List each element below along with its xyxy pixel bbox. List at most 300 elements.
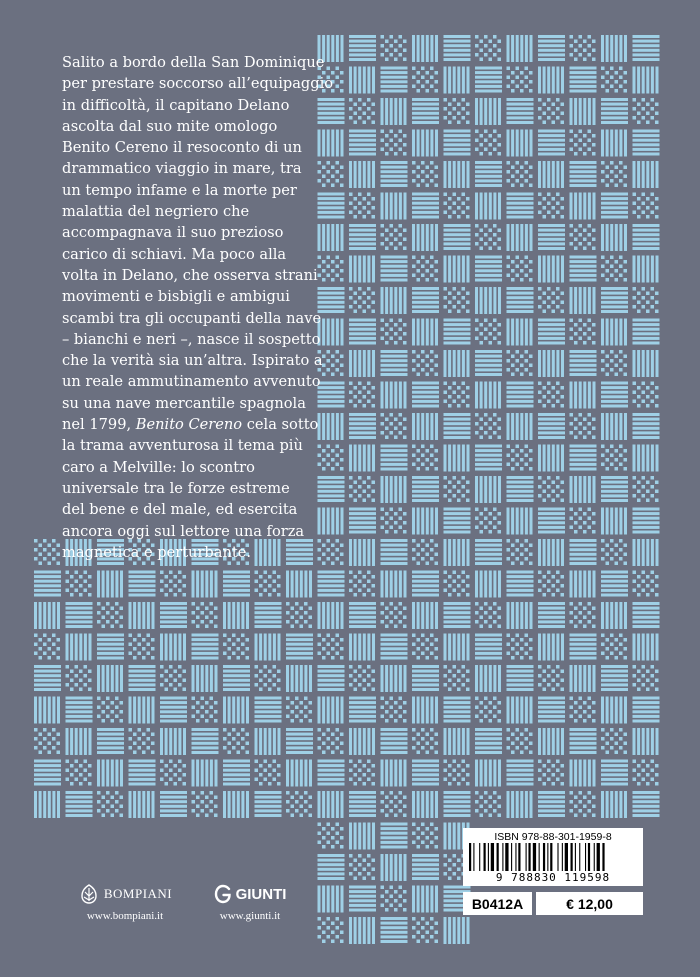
pattern-tile	[601, 67, 627, 93]
pattern-tile	[192, 791, 218, 817]
pattern-tile	[381, 791, 407, 817]
pattern-tile	[475, 413, 501, 439]
pattern-tile	[444, 476, 470, 502]
pattern-tile	[633, 665, 659, 691]
pattern-tile	[412, 571, 439, 597]
pattern-tile	[349, 602, 376, 628]
pattern-tile	[286, 791, 312, 817]
pattern-tile	[444, 193, 470, 219]
pattern-tile	[349, 193, 375, 219]
synopsis-line	[62, 435, 324, 456]
synopsis-line	[62, 244, 324, 265]
synopsis-run: – bianchi e neri –, nasce il sospetto	[62, 330, 321, 348]
pattern-tile	[412, 539, 438, 565]
pattern-tile	[538, 35, 565, 61]
pattern-tile	[475, 697, 501, 723]
pattern-tile	[507, 287, 534, 313]
pattern-tile	[444, 35, 471, 61]
pattern-tile	[633, 476, 659, 502]
pattern-tile	[601, 791, 627, 818]
pattern-tile	[570, 67, 597, 93]
pattern-tile	[318, 728, 344, 754]
pattern-tile	[538, 508, 565, 534]
bompiani-name: BOMPIANI	[103, 886, 173, 901]
pattern-tile	[255, 602, 282, 628]
pattern-tile	[475, 571, 501, 598]
pattern-tile	[507, 539, 533, 565]
pattern-tile	[412, 445, 438, 471]
synopsis-line	[62, 52, 324, 73]
pattern-tile	[444, 130, 471, 156]
pattern-tile	[349, 854, 375, 880]
product-code: B0412A	[463, 892, 532, 915]
pattern-tile	[66, 634, 92, 661]
pattern-tile	[318, 571, 345, 597]
pattern-tile	[349, 445, 375, 472]
pattern-tile	[633, 256, 659, 283]
synopsis-line	[62, 265, 324, 286]
pattern-tile	[192, 697, 218, 723]
pattern-tile	[444, 224, 471, 250]
pattern-tile	[601, 224, 627, 251]
pattern-tile	[570, 193, 596, 220]
pattern-tile	[223, 665, 250, 691]
pattern-tile	[633, 193, 659, 219]
synopsis-line	[62, 116, 324, 137]
pattern-tile	[601, 728, 627, 754]
pattern-tile	[412, 193, 439, 219]
pattern-tile	[633, 287, 659, 313]
pattern-tile	[381, 193, 407, 220]
pattern-tile	[538, 602, 565, 628]
pattern-tile	[444, 728, 470, 755]
pattern-tile	[192, 571, 218, 598]
pattern-tile	[507, 476, 534, 502]
pattern-tile	[349, 98, 375, 124]
pattern-tile	[160, 760, 186, 786]
pattern-tile	[349, 760, 375, 786]
pattern-tile	[538, 697, 565, 723]
pattern-tile	[349, 823, 375, 850]
pattern-tile	[444, 98, 470, 124]
pattern-tile	[349, 130, 376, 156]
price-label: € 12,00	[536, 892, 643, 915]
synopsis-run: accompagnava il suo prezioso	[62, 224, 284, 242]
pattern-tile	[601, 508, 627, 535]
isbn-text: ISBN 978-88-301-1959-8	[494, 831, 612, 843]
synopsis-line	[62, 393, 324, 414]
pattern-tile	[633, 130, 660, 156]
pattern-tile	[34, 728, 60, 754]
pattern-tile	[318, 823, 344, 849]
pattern-tile	[381, 445, 408, 471]
pattern-tile	[570, 571, 596, 598]
pattern-tile	[444, 539, 470, 566]
pattern-tile	[444, 350, 470, 377]
pattern-tile	[412, 35, 438, 62]
giunti-url: www.giunti.it	[219, 910, 281, 922]
pattern-tile	[97, 602, 123, 628]
pattern-tile	[381, 476, 407, 503]
pattern-tile	[349, 382, 375, 408]
synopsis-line	[62, 201, 324, 222]
pattern-tile	[381, 728, 408, 754]
pattern-tile	[507, 35, 533, 62]
pattern-tile	[66, 665, 92, 691]
pattern-tile	[475, 728, 502, 754]
pattern-tile	[381, 35, 407, 61]
pattern-tile	[444, 571, 470, 597]
pattern-tile	[538, 287, 564, 313]
pattern-tile	[412, 634, 438, 660]
synopsis-line	[62, 350, 324, 371]
pattern-tile	[286, 697, 312, 723]
bompiani-logo	[60, 878, 190, 922]
pattern-tile	[570, 382, 596, 409]
pattern-tile	[286, 728, 313, 754]
pattern-tile	[601, 193, 628, 219]
pattern-tile	[129, 665, 156, 691]
pattern-tile	[412, 697, 438, 724]
pattern-tile	[255, 791, 282, 817]
synopsis-run: nel 1799,	[62, 416, 136, 434]
pattern-tile	[255, 665, 281, 691]
pattern-tile	[444, 697, 471, 723]
pattern-tile	[412, 760, 439, 786]
pattern-tile	[381, 760, 407, 787]
pattern-tile	[507, 760, 534, 786]
pattern-tile	[349, 67, 375, 94]
pattern-tile	[286, 634, 313, 660]
pattern-tile	[633, 571, 659, 597]
pattern-tile	[507, 382, 534, 408]
pattern-tile	[570, 728, 597, 754]
pattern-tile	[633, 791, 660, 817]
pattern-tile	[633, 67, 659, 94]
pattern-tile	[538, 476, 564, 502]
pattern-tile	[412, 791, 438, 818]
pattern-tile	[633, 445, 659, 472]
pattern-tile	[318, 854, 345, 880]
pattern-tile	[223, 571, 250, 597]
pattern-tile	[475, 382, 501, 409]
pattern-tile	[34, 665, 61, 691]
pattern-tile	[349, 413, 376, 439]
pattern-tile	[601, 382, 628, 408]
synopsis-line	[62, 73, 334, 94]
pattern-tile	[412, 350, 438, 376]
pattern-tile	[412, 602, 438, 629]
pattern-tile	[412, 665, 439, 691]
pattern-tile	[381, 823, 408, 849]
synopsis-line	[62, 499, 324, 520]
synopsis-line	[62, 308, 324, 329]
pattern-tile	[318, 791, 344, 818]
pattern-tile	[444, 917, 470, 944]
pattern-tile	[223, 791, 249, 818]
pattern-tile	[97, 665, 123, 692]
pattern-tile	[66, 791, 93, 817]
synopsis-line	[62, 457, 324, 478]
pattern-tile	[601, 665, 628, 691]
pattern-tile	[538, 445, 564, 472]
pattern-tile	[255, 634, 281, 661]
pattern-tile	[538, 224, 565, 250]
pattern-tile	[34, 634, 60, 660]
synopsis-run: su una nave mercantile spagnola	[62, 394, 306, 412]
pattern-tile	[192, 602, 218, 628]
pattern-tile	[444, 67, 470, 94]
pattern-tile	[475, 760, 501, 787]
pattern-tile	[507, 98, 534, 124]
pattern-tile	[570, 602, 596, 628]
pattern-tile	[66, 602, 93, 628]
pattern-tile	[412, 823, 438, 849]
pattern-tile	[97, 728, 124, 754]
synopsis-run: un reale ammutinamento avvenuto	[62, 373, 321, 391]
pattern-tile	[538, 193, 564, 219]
pattern-tile	[570, 256, 597, 282]
pattern-tile	[633, 728, 659, 755]
pattern-tile	[129, 791, 155, 818]
pattern-tile	[160, 602, 187, 628]
pattern-tile	[318, 697, 344, 724]
pattern-tile	[507, 602, 533, 629]
synopsis-line	[62, 329, 324, 350]
pattern-tile	[381, 508, 407, 534]
pattern-tile	[223, 760, 250, 786]
pattern-tile	[318, 665, 345, 691]
pattern-tile	[255, 728, 281, 755]
pattern-tile	[475, 791, 501, 817]
pattern-tile	[318, 602, 344, 629]
pattern-tile	[412, 728, 438, 754]
pattern-tile	[507, 224, 533, 251]
pattern-tile	[475, 256, 502, 282]
pattern-tile	[538, 665, 564, 691]
pattern-tile	[538, 571, 564, 597]
pattern-tile	[412, 854, 439, 880]
pattern-tile	[507, 319, 533, 346]
pattern-tile	[160, 571, 186, 597]
pattern-tile	[318, 917, 344, 943]
synopsis-run: drammatico viaggio in mare, tra	[62, 160, 302, 178]
pattern-tile	[475, 319, 501, 345]
pattern-tile	[538, 67, 564, 94]
synopsis-line	[62, 222, 324, 243]
pattern-tile	[601, 256, 627, 282]
pattern-tile	[633, 760, 659, 786]
synopsis-run: malattia del negriero che	[62, 203, 250, 221]
pattern-tile	[349, 319, 376, 345]
pattern-tile	[507, 665, 534, 691]
pattern-tile	[475, 161, 502, 187]
giunti-name: GIUNTI	[235, 885, 287, 903]
pattern-tile	[349, 35, 376, 61]
pattern-tile	[475, 287, 501, 314]
pattern-tile	[444, 256, 470, 283]
pattern-tile	[192, 728, 219, 754]
pattern-tile	[444, 760, 470, 786]
pattern-tile	[475, 602, 501, 628]
pattern-tile	[97, 697, 123, 723]
synopsis-run: carico di schiavi. Ma poco alla	[62, 245, 287, 263]
pattern-tile	[412, 67, 438, 93]
pattern-tile	[601, 476, 628, 502]
pattern-tile	[318, 760, 345, 786]
pattern-tile	[255, 571, 281, 597]
pattern-tile	[601, 602, 627, 629]
pattern-tile	[475, 508, 501, 534]
pattern-tile	[412, 224, 438, 251]
pattern-tile	[570, 508, 596, 534]
pattern-tile	[349, 287, 375, 313]
synopsis-line	[62, 286, 324, 307]
pattern-tile	[507, 130, 533, 157]
pattern-tile	[160, 634, 186, 661]
pattern-tile	[633, 508, 660, 534]
pattern-tile	[444, 791, 471, 817]
pattern-tile	[381, 287, 407, 314]
pattern-tile	[381, 382, 407, 409]
pattern-tile	[570, 35, 596, 61]
pattern-tile	[444, 319, 471, 345]
pattern-tile	[570, 791, 596, 817]
pattern-tile	[286, 760, 312, 787]
synopsis-run: che la verità sia un’altra. Ispirato a	[62, 352, 323, 370]
barcode-digits: 9 788830 119598	[495, 871, 611, 884]
pattern-tile	[475, 98, 501, 125]
pattern-tile	[444, 602, 471, 628]
pattern-tile	[412, 476, 439, 502]
pattern-tile	[475, 665, 501, 692]
pattern-tile	[286, 571, 312, 598]
synopsis-run: ascolta dal suo mite omologo	[62, 117, 278, 135]
pattern-tile	[601, 413, 627, 440]
pattern-tile	[412, 319, 438, 346]
pattern-tile	[66, 760, 92, 786]
pattern-tile	[570, 760, 596, 787]
pattern-tile	[570, 319, 596, 345]
pattern-tile	[601, 634, 627, 660]
pattern-tile	[538, 728, 564, 755]
pattern-tile	[475, 539, 502, 565]
pattern-tile	[34, 539, 60, 565]
pattern-tile	[475, 193, 501, 220]
pattern-tile	[507, 67, 533, 93]
pattern-tile	[570, 445, 597, 471]
pattern-tile	[601, 350, 627, 376]
pattern-tile	[601, 35, 627, 62]
pattern-tile	[475, 224, 501, 250]
pattern-tile	[444, 445, 470, 472]
pattern-tile	[412, 413, 438, 440]
pattern-tile	[381, 350, 408, 376]
pattern-tile	[633, 224, 660, 250]
pattern-tile	[507, 728, 533, 754]
pattern-tile	[633, 350, 659, 377]
pattern-tile	[381, 634, 408, 660]
synopsis-run: un tempo infame e la morte per	[62, 181, 297, 199]
synopsis-run: magnetica e perturbante.	[62, 543, 252, 561]
pattern-tile	[507, 697, 533, 724]
pattern-tile	[570, 224, 596, 250]
pattern-tile	[601, 571, 628, 597]
synopsis-line	[62, 158, 324, 179]
pattern-tile	[475, 350, 502, 376]
pattern-tile	[601, 539, 627, 565]
pattern-tile	[633, 634, 659, 661]
pattern-tile	[412, 382, 439, 408]
pattern-tile	[34, 571, 61, 597]
pattern-tile	[349, 256, 375, 283]
pattern-tile	[475, 476, 501, 503]
pattern-tile	[507, 634, 533, 660]
pattern-tile	[129, 602, 155, 629]
bompiani-url: www.bompiani.it	[86, 910, 164, 922]
book-title-italic: Benito Cereno	[135, 416, 243, 434]
synopsis-line	[62, 478, 324, 499]
pattern-tile	[381, 224, 407, 250]
pattern-tile	[381, 539, 408, 565]
pattern-tile	[538, 161, 564, 188]
pattern-tile	[381, 319, 407, 345]
pattern-tile	[570, 161, 597, 187]
pattern-tile	[192, 760, 218, 787]
synopsis-run: universale tra le forze estreme	[62, 479, 290, 497]
pattern-tile	[160, 697, 187, 723]
pattern-tile	[66, 728, 92, 755]
pattern-tile	[444, 508, 471, 534]
pattern-tile	[538, 413, 565, 439]
pattern-tile	[381, 602, 407, 628]
synopsis-line	[62, 542, 324, 563]
pattern-tile	[475, 35, 501, 61]
pattern-tile	[129, 697, 155, 724]
pattern-tile	[349, 917, 375, 944]
pattern-tile	[601, 445, 627, 471]
pattern-tile	[507, 256, 533, 282]
pattern-tile	[601, 98, 628, 124]
pattern-tile	[570, 413, 596, 439]
pattern-tile	[412, 256, 438, 282]
pattern-tile	[381, 98, 407, 125]
pattern-tile	[412, 886, 438, 913]
pattern-tile	[633, 98, 659, 124]
pattern-tile	[192, 665, 218, 692]
pattern-tile	[34, 791, 60, 818]
pattern-tile	[34, 697, 60, 724]
pattern-tile	[318, 886, 344, 913]
giunti-g-icon	[214, 884, 232, 904]
pattern-tile	[255, 697, 282, 723]
pattern-tile	[97, 760, 123, 787]
synopsis-run: la trama avventurosa il tema più	[62, 437, 303, 455]
pattern-tile	[475, 445, 502, 471]
pattern-tile	[633, 602, 660, 628]
synopsis-run: volta in Delano, che osserva strani	[62, 266, 318, 284]
pattern-tile	[475, 67, 502, 93]
synopsis-run: per prestare soccorso all’equipaggio	[62, 75, 334, 93]
pattern-tile	[381, 571, 407, 598]
bompiani-emblem-icon	[78, 883, 100, 905]
synopsis-line	[62, 180, 324, 201]
synopsis-run: Benito Cereno il resoconto di un	[62, 139, 302, 157]
pattern-tile	[66, 697, 93, 723]
pattern-tile	[444, 413, 471, 439]
synopsis-line	[62, 521, 324, 542]
pattern-tile	[538, 319, 565, 345]
